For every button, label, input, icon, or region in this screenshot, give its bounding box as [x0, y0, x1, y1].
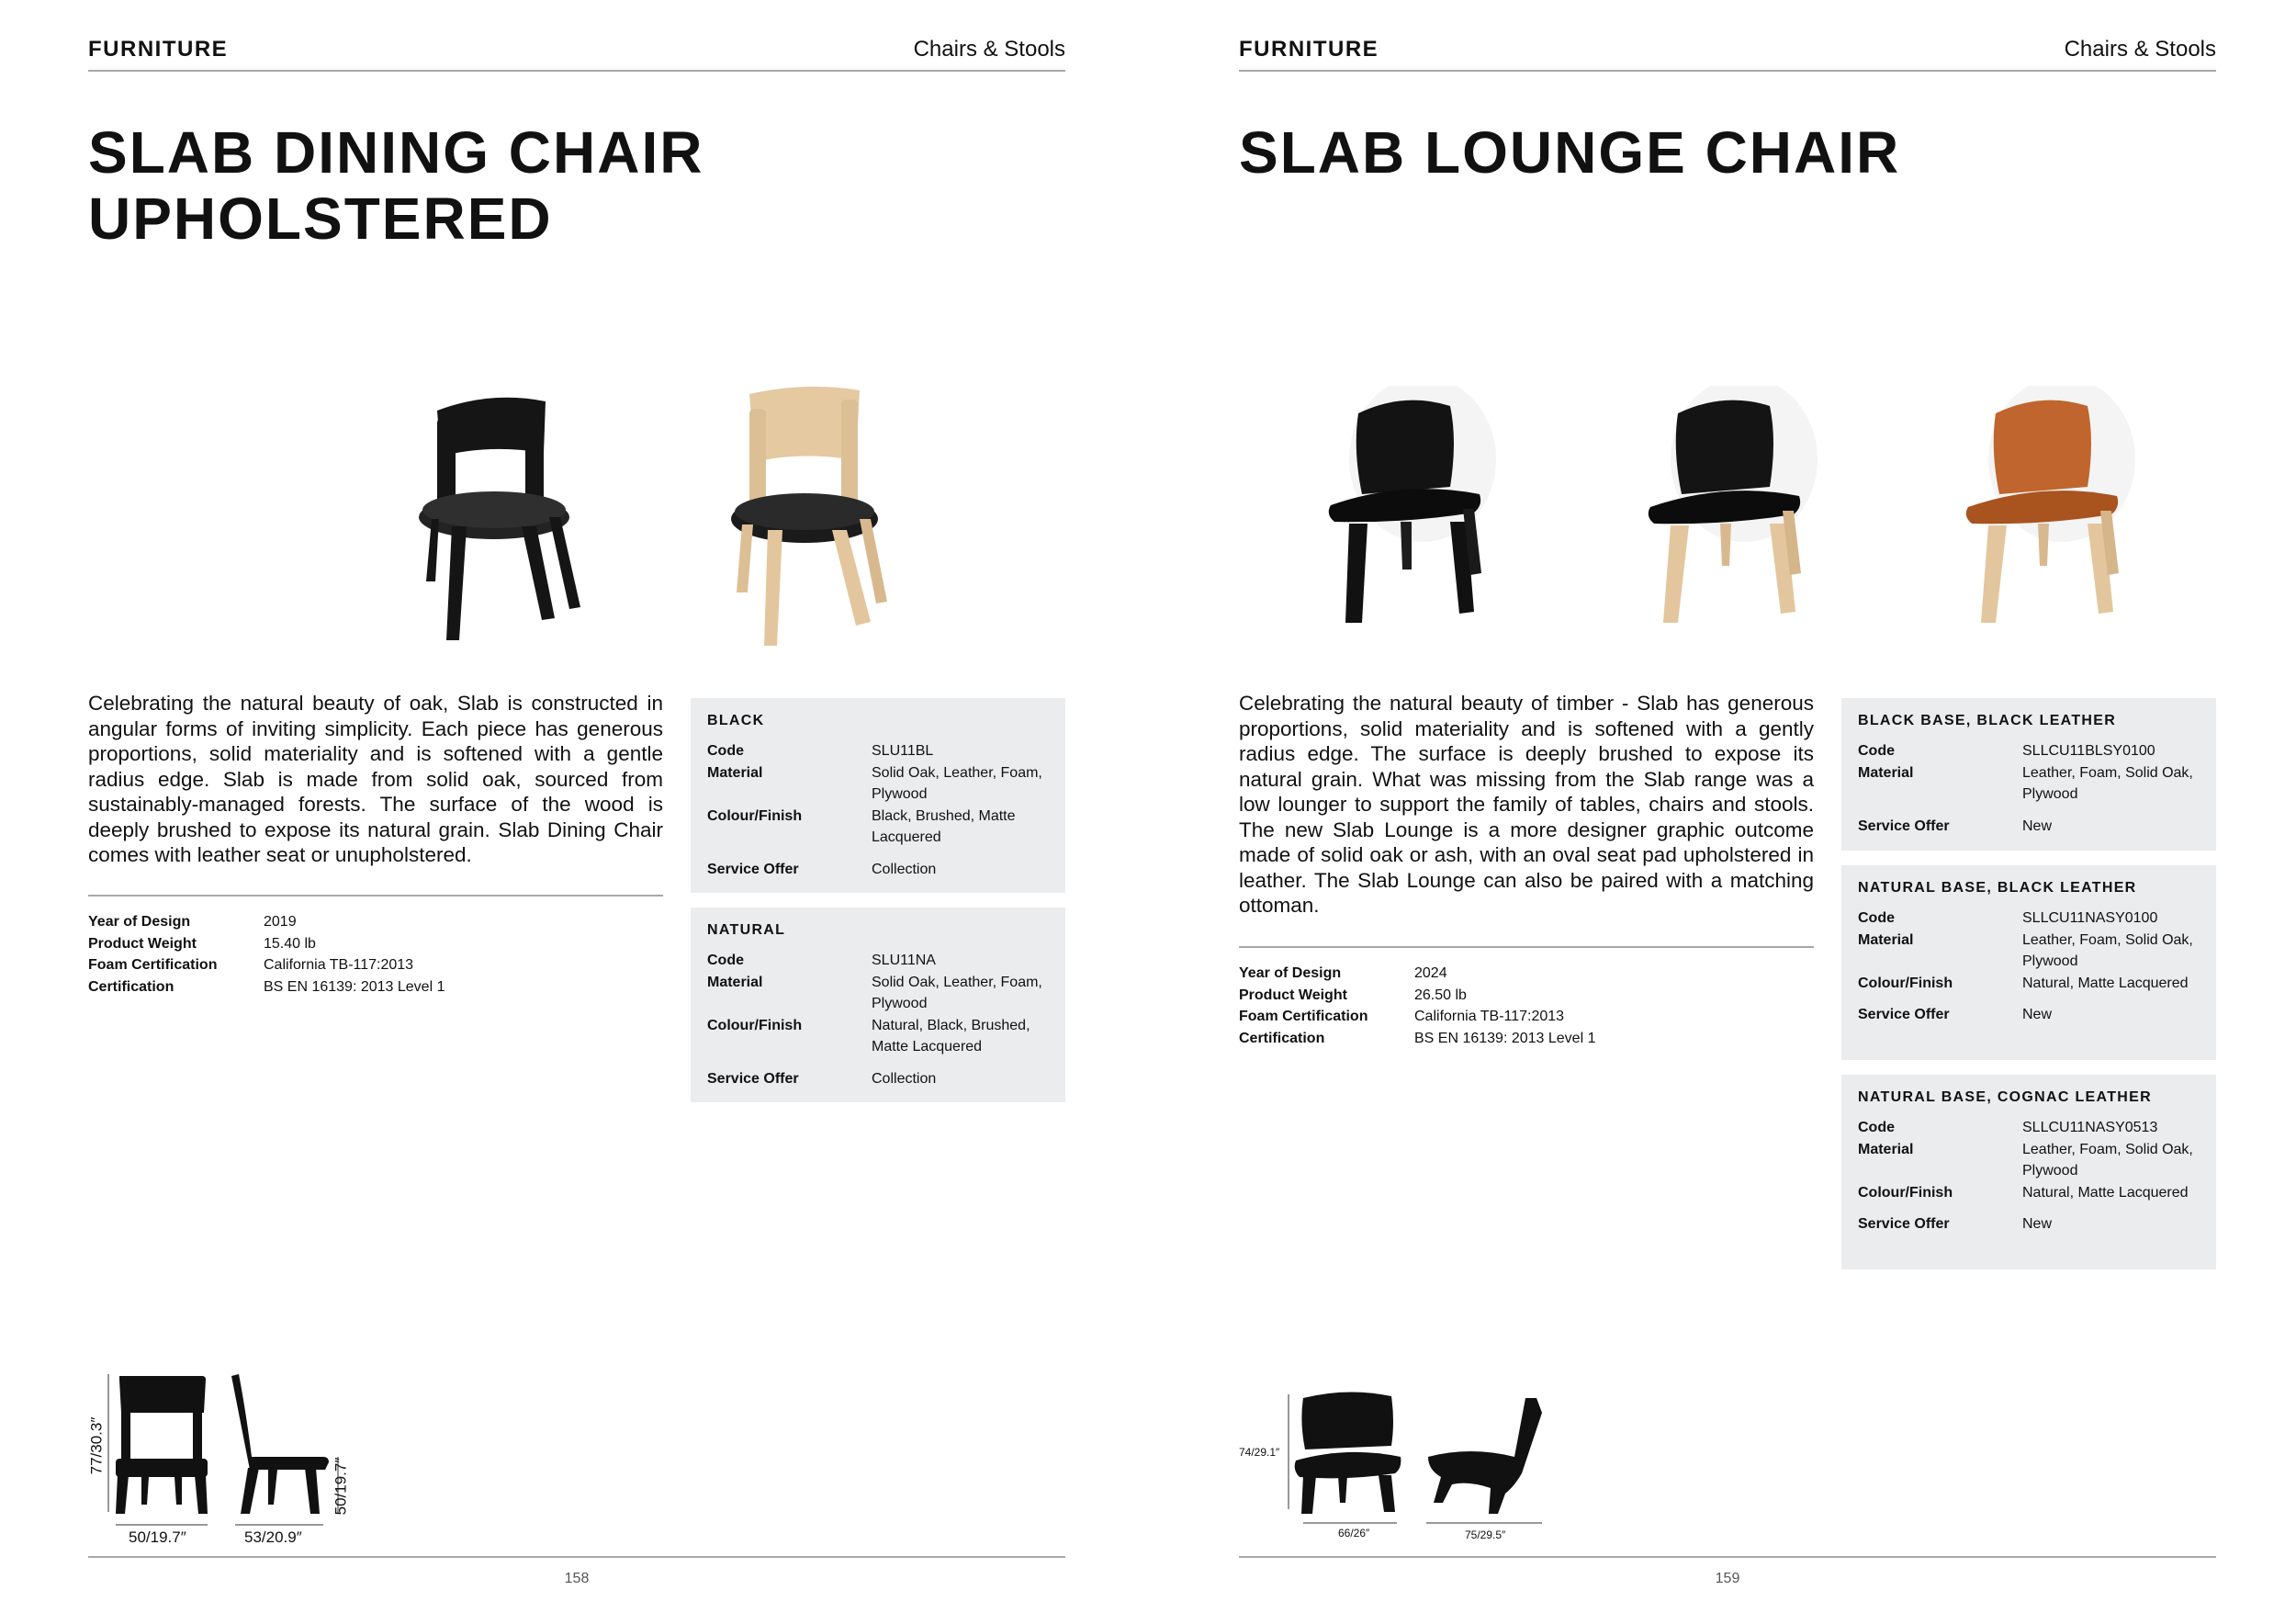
- page-number: 158: [564, 1571, 590, 1586]
- spec-key: Year of Design: [88, 914, 191, 930]
- page-footer-rule: [88, 1556, 1065, 1558]
- product-title-line-2: UPHOLSTERED: [88, 186, 553, 252]
- spec-key: Foam Certification: [88, 957, 218, 973]
- variant-row: [707, 762, 1049, 806]
- spec-divider: [88, 895, 663, 897]
- variant-key: Colour/Finish: [1858, 975, 1953, 991]
- spec-value: California TB-117:2013: [1414, 1009, 1565, 1024]
- variant-value: Collection: [872, 1070, 937, 1087]
- variant-row: [1858, 762, 2200, 806]
- variant-row: [1858, 973, 2200, 995]
- variant-value: Natural, Matte Lacquered: [2022, 975, 2189, 991]
- dimension-depth-label: 53/20.9″: [244, 1528, 302, 1546]
- spec-key: Year of Design: [1239, 965, 1342, 981]
- variant-name: NATURAL: [707, 922, 786, 938]
- spec-value: 2024: [1414, 965, 1447, 981]
- variant-key: Material: [707, 764, 763, 781]
- variant-value: Collection: [872, 861, 937, 877]
- spec-value: 2019: [264, 914, 297, 930]
- variant-row: [707, 1015, 1049, 1058]
- spec-value: BS EN 16139: 2013 Level 1: [1414, 1030, 1596, 1046]
- spec-divider: [1239, 946, 1814, 948]
- spec-key: Product Weight: [88, 935, 197, 952]
- variant-value: SLU11NA: [872, 953, 936, 968]
- variant-key: Material: [707, 974, 763, 990]
- running-head: [1239, 37, 2216, 72]
- variant-row: [707, 950, 1049, 972]
- variant-value: New: [2022, 1216, 2053, 1232]
- variant-value: SLU11BL: [872, 743, 934, 759]
- dimension-height-label: 77/30.3″: [87, 1416, 106, 1475]
- variant-key: Code: [1858, 1120, 1895, 1135]
- variant-name: NATURAL BASE, BLACK LEATHER: [1858, 880, 2137, 896]
- dimension-drawings: [1239, 1385, 1551, 1551]
- variant-key: Material: [1858, 1141, 1914, 1157]
- variant-name: BLACK BASE, BLACK LEATHER: [1858, 713, 2117, 728]
- variant-row: [707, 972, 1049, 1015]
- spec-value: 15.40 lb: [264, 935, 316, 952]
- right-page: [1239, 0, 2216, 1624]
- variant-value: New: [2022, 818, 2053, 834]
- page-number: 159: [1715, 1571, 1740, 1586]
- variant-key: Code: [1858, 910, 1895, 926]
- variant-card-black: [691, 698, 1065, 893]
- variant-key: Code: [707, 953, 744, 968]
- variant-row: [707, 1068, 1049, 1090]
- variant-value: Solid Oak, Leather, Foam, Plywood: [872, 974, 1042, 1011]
- dimension-seat-height-label: 50/19.7″: [332, 1457, 350, 1516]
- spec-row: [1239, 963, 1814, 985]
- variant-key: Service Offer: [1858, 1216, 1950, 1232]
- variant-row: [1858, 930, 2200, 973]
- variant-value: New: [2022, 1007, 2053, 1022]
- spec-value: 26.50 lb: [1414, 987, 1467, 1003]
- section-label: FURNITURE: [1239, 37, 1379, 62]
- lounge-chair-black-image: [1312, 386, 1496, 643]
- variant-card-black-base-black-leather: [1841, 698, 2216, 851]
- spec-key: Certification: [1239, 1030, 1325, 1046]
- spec-row: [88, 954, 663, 976]
- variant-key: Service Offer: [707, 1070, 799, 1087]
- spec-value: BS EN 16139: 2013 Level 1: [264, 978, 445, 995]
- variant-key: Code: [1858, 743, 1895, 759]
- variant-row: [1858, 740, 2200, 762]
- variant-key: Service Offer: [707, 861, 799, 877]
- variant-name: BLACK: [707, 713, 765, 728]
- left-page: [88, 0, 1065, 1624]
- variant-value: Natural, Matte Lacquered: [2022, 1184, 2189, 1201]
- variant-value: Natural, Black, Brushed, Matte Lacquered: [872, 1017, 1030, 1054]
- spec-table: [88, 911, 663, 998]
- variant-value: Leather, Foam, Solid Oak, Plywood: [2022, 931, 2193, 969]
- category-label: Chairs & Stools: [913, 37, 1065, 62]
- variant-card-natural-base-black-leather: [1841, 865, 2216, 1060]
- lounge-chair-natural-cognac-image: [1952, 386, 2135, 643]
- variant-row: [707, 740, 1049, 762]
- spec-row: [1239, 1028, 1814, 1050]
- spec-value: California TB-117:2013: [264, 957, 414, 973]
- variant-value: Leather, Foam, Solid Oak, Plywood: [2022, 764, 2193, 802]
- spec-key: Certification: [88, 978, 174, 995]
- spec-key: Product Weight: [1239, 987, 1347, 1003]
- variant-value: SLLCU11NASY0513: [2022, 1120, 2158, 1135]
- spec-row: [88, 911, 663, 933]
- variant-value: SLLCU11BLSY0100: [2022, 743, 2155, 759]
- product-description: Celebrating the natural beauty of oak, Slab is constructed in angular forms of inviting simplicity. Each piece has generous proportions, solid materiality and is softened with a gentle radius edge. Slab is made from solid oak, sourced from sustainably-managed forests. The surface of the wood is deeply brushed to expose its natural grain. Slab Dining Chair comes with leather seat or unupholstered.: [88, 692, 663, 866]
- lounge-chair-natural-black-image: [1634, 386, 1818, 643]
- variant-card-natural: [691, 908, 1065, 1102]
- running-head: [88, 37, 1065, 72]
- section-label: FURNITURE: [88, 37, 229, 62]
- variant-value: Black, Brushed, Matte Lacquered: [872, 807, 1016, 845]
- variant-row: [1858, 1182, 2200, 1204]
- black-dining-chair-image: [342, 372, 617, 657]
- variant-key: Service Offer: [1858, 1007, 1950, 1022]
- dimension-height-label: 74/29.1″: [1239, 1446, 1280, 1459]
- variant-row: [1858, 908, 2200, 930]
- spec-row: [88, 976, 663, 998]
- variant-key: Material: [1858, 764, 1914, 781]
- product-title: [88, 119, 703, 252]
- variant-key: Colour/Finish: [707, 1017, 803, 1033]
- variant-row: [707, 806, 1049, 849]
- variant-key: Code: [707, 743, 744, 759]
- variant-name: NATURAL BASE, COGNAC LEATHER: [1858, 1089, 2152, 1105]
- spec-row: [1239, 1006, 1814, 1028]
- variant-row: [1858, 816, 2200, 838]
- dimension-depth-label: 75/29.5″: [1465, 1528, 1506, 1541]
- variant-card-natural-base-cognac-leather: [1841, 1075, 2216, 1269]
- variant-row: [1858, 1004, 2200, 1026]
- variant-key: Service Offer: [1858, 818, 1950, 834]
- spec-row: [1239, 985, 1814, 1007]
- product-description: Celebrating the natural beauty of timber - Slab has generous proportions, solid materiality and is softened with a gently radius edge. The surface is deeply brushed to expose its natural grain. What was missing from the Slab range was a low lounger to support the family of tables, chairs and stools. The new Slab Lounge is a more designer graphic outcome made of solid oak or ash, with an oval seat pad upholstered in leather. The Slab Lounge can also be paired with a matching ottoman.: [1239, 692, 1814, 917]
- variant-row: [707, 859, 1049, 881]
- dimension-width-label: 50/19.7″: [129, 1528, 186, 1546]
- product-title-line-1: SLAB DINING CHAIR: [88, 119, 704, 186]
- spec-key: Foam Certification: [1239, 1009, 1368, 1024]
- variant-value: SLLCU11NASY0100: [2022, 910, 2158, 926]
- category-label: Chairs & Stools: [2064, 37, 2216, 62]
- variant-key: Material: [1858, 931, 1914, 948]
- variant-row: [1858, 1213, 2200, 1235]
- dimension-drawings: [88, 1367, 364, 1551]
- variant-row: [1858, 1139, 2200, 1182]
- variant-value: Leather, Foam, Solid Oak, Plywood: [2022, 1141, 2193, 1179]
- spec-row: [88, 933, 663, 955]
- natural-dining-chair-image: [639, 372, 915, 657]
- page-footer-rule: [1239, 1556, 2216, 1558]
- dimension-width-label: 66/26″: [1338, 1527, 1370, 1539]
- dimension-silhouettes: [1239, 1385, 1551, 1551]
- variant-key: Colour/Finish: [707, 807, 803, 824]
- product-title: [1239, 119, 1900, 186]
- variant-key: Colour/Finish: [1858, 1184, 1953, 1201]
- dimension-silhouettes: [88, 1367, 364, 1551]
- variant-value: Solid Oak, Leather, Foam, Plywood: [872, 764, 1042, 802]
- product-title-line-1: SLAB LOUNGE CHAIR: [1239, 119, 1901, 186]
- spec-table: [1239, 963, 1814, 1049]
- variant-row: [1858, 1117, 2200, 1139]
